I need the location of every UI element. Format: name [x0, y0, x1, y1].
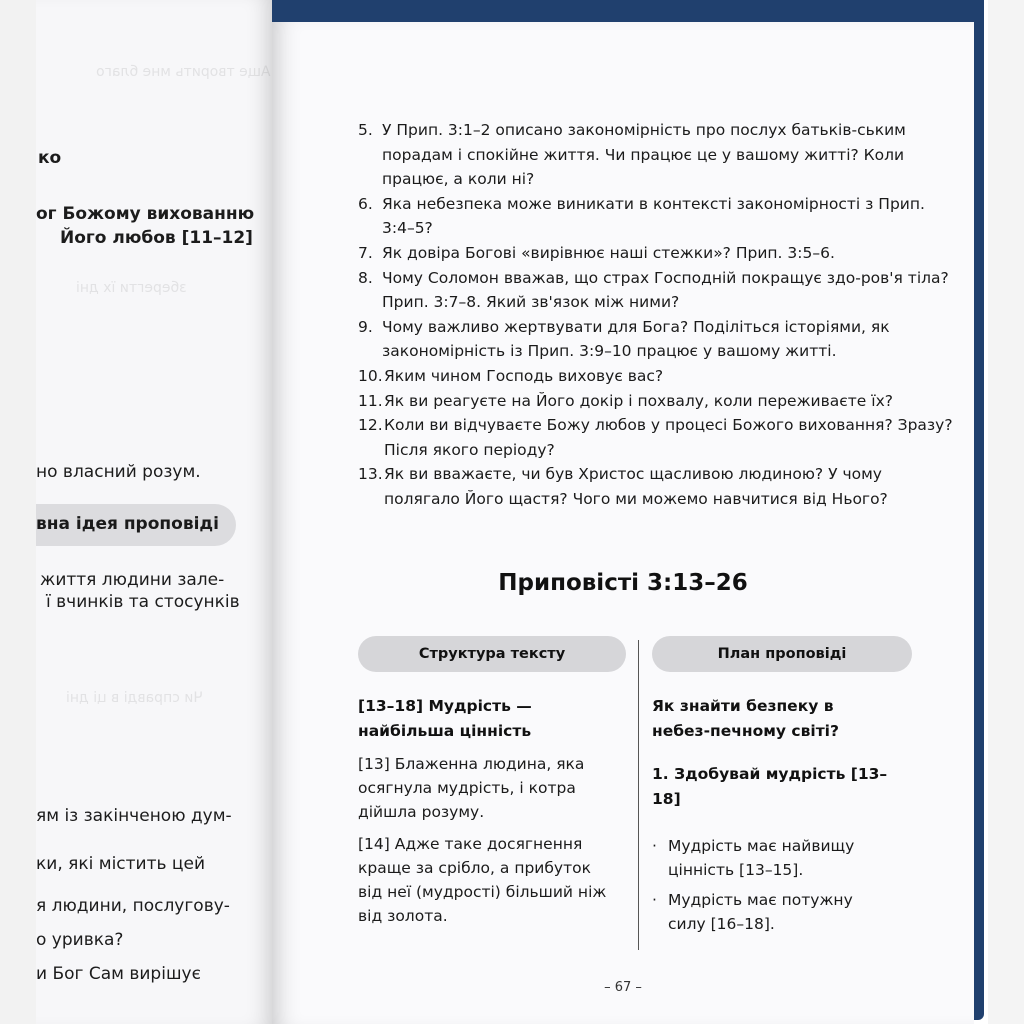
question-item [358, 315, 958, 364]
bleed-through-text: зберегти їх дні [76, 280, 187, 296]
page-number: – 67 – [604, 980, 642, 995]
bleed-through-text: Аще творить мне благо [96, 64, 271, 80]
background-right [988, 0, 1024, 1024]
question-item [358, 192, 958, 241]
question-text: У Прип. 3:1–2 описано закономірність про послух батьків-ським порадам і спокійне життя. Чи працює це у вашому житті? Коли працює, а коли ні? [382, 121, 906, 189]
structure-paragraph-14: [14] Адже таке досягнення краще за срібло, а прибуток від неї (мудрості) більший ніж від золота. [358, 835, 607, 925]
plan-subheading: 1. Здобувай мудрість [13–18] [652, 765, 888, 808]
left-page [36, 0, 272, 1024]
column-divider [638, 640, 639, 950]
left-page-line: о уривка? [36, 930, 124, 950]
question-text: Яким чином Господь виховує вас? [384, 366, 664, 385]
question-number: 6. [358, 194, 373, 213]
left-page-line: но власний розум. [36, 462, 201, 482]
left-page-line: ї вчинків та стосунків [46, 592, 240, 612]
question-item [358, 266, 958, 315]
structure-heading: [13–18] Мудрість — найбільша цінність [358, 697, 532, 740]
question-number: 5. [358, 121, 373, 139]
question-number: 11. [358, 391, 383, 410]
question-item [358, 364, 958, 389]
question-item [358, 118, 958, 192]
question-text: Чому Соломон вважав, що страх Господній покращує здо-ров'я тіла? Прип. 3:7–8. Який зв'язок між ними? [382, 268, 949, 312]
plan-bullet-text: Мудрість має найвищу цінність [13–15]. [668, 837, 855, 879]
question-number: 7. [358, 243, 373, 262]
bullet-dot: · [652, 837, 657, 855]
question-number: 13. [358, 465, 383, 484]
left-page-pill-label: вна ідея проповіді [36, 514, 219, 534]
background-left [0, 0, 36, 1024]
question-number: 9. [358, 317, 373, 336]
question-text: Як ви вважаєте, чи був Христос щасливою людиною? У чому полягало Його щастя? Чого ми можемо навчитися від Нього? [384, 465, 888, 508]
question-item [358, 389, 958, 414]
bullet-dot: · [652, 891, 657, 909]
discussion-questions-list [358, 118, 958, 512]
left-page-line: ко [38, 148, 62, 168]
question-number: 10. [358, 366, 383, 385]
question-number: 12. [358, 416, 383, 435]
plan-bullets [652, 834, 882, 942]
plan-bullet-text: Мудрість має потужну силу [16–18]. [668, 891, 853, 933]
bleed-through-text: Чи справді в ці дні [66, 690, 204, 706]
question-text: Чому важливо жертвувати для Бога? Поділіться історіями, як закономірність із Прип. 3:9–10 працює у вашому житті. [382, 317, 890, 361]
plan-heading: Як знайти безпеку в небез-печному світі? [652, 697, 839, 740]
structure-paragraph-13: [13] Блаженна людина, яка осягнула мудрість, і котра дійшла розуму. [358, 755, 585, 821]
question-item [358, 241, 958, 266]
text-structure-pill: Структура тексту [358, 636, 626, 672]
left-page-line: и Бог Сам вирішує [36, 964, 201, 984]
left-page-line: я людини, послугову- [36, 896, 230, 916]
plan-bullet-item [652, 888, 882, 936]
question-text: Як довіра Богові «вирівнює наші стежки»? Прип. 3:5–6. [382, 243, 835, 262]
left-page-line: ки, які містить цей [36, 854, 205, 874]
left-page-line: життя людини зале- [40, 570, 225, 590]
question-text: Яка небезпека може виникати в контексті закономірності з Прип. 3:4–5? [382, 194, 925, 238]
sermon-plan-pill: План проповіді [652, 636, 912, 672]
question-item [358, 462, 958, 511]
question-number: 8. [358, 268, 373, 287]
question-text: Як ви реагуєте на Його докір і похвалу, коли переживаєте їх? [384, 391, 893, 410]
left-page-line: ог Божому вихованню [36, 204, 255, 224]
question-item [358, 413, 958, 462]
plan-bullet-item [652, 834, 882, 882]
section-title: Приповісті 3:13–26 [498, 570, 748, 596]
question-text: Коли ви відчуваєте Божу любов у процесі Божого виховання? Зразу? Після якого періоду? [384, 416, 953, 459]
right-page [272, 22, 974, 1024]
left-page-pill [36, 504, 236, 546]
left-page-line: ям із закінченою дум- [36, 806, 232, 826]
left-page-line: Його любов [11–12] [60, 228, 253, 248]
